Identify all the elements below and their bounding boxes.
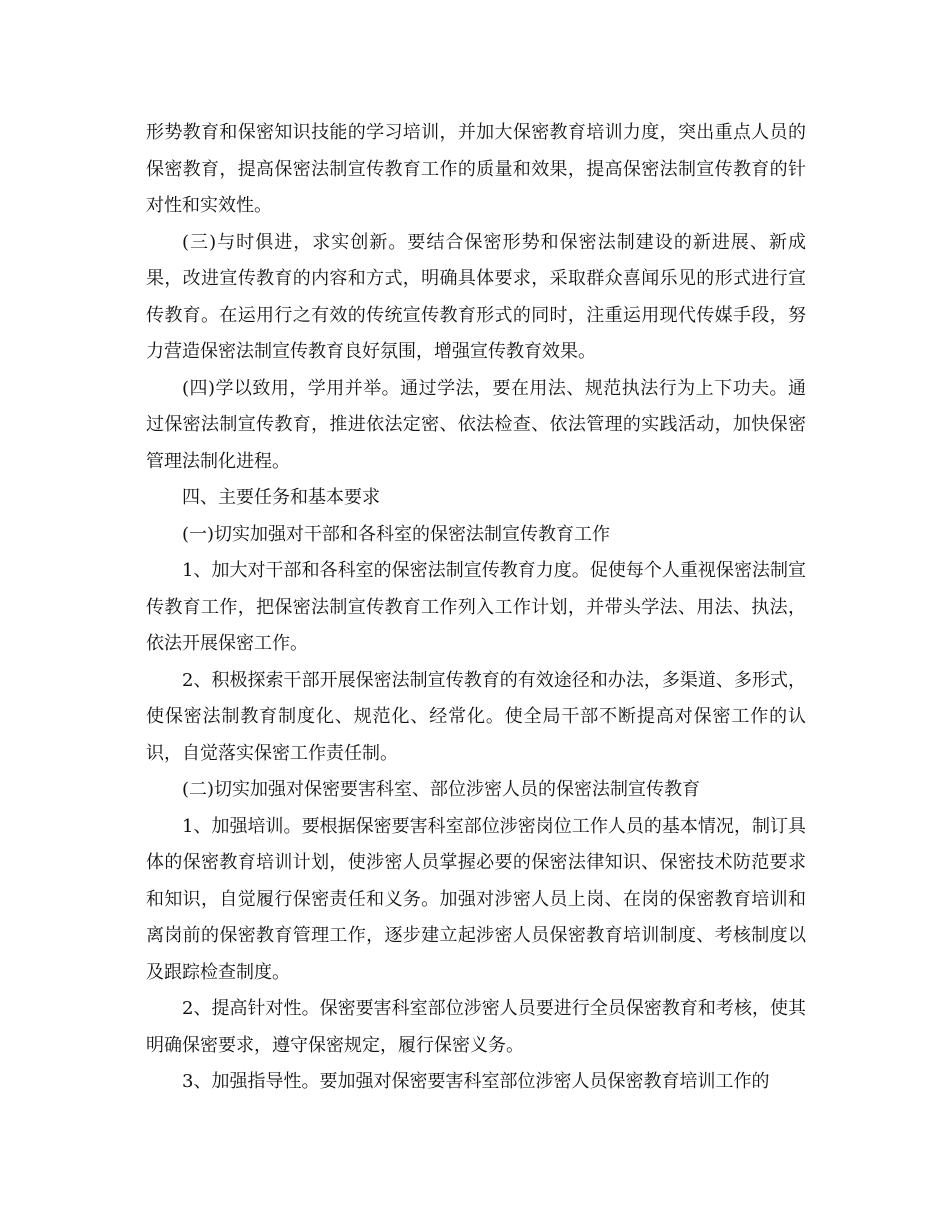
paragraph-1: 形势教育和保密知识技能的学习培训，并加大保密教育培训力度，突出重点人员的保密教育，提高保密法制宣传教育工作的质量和效果，提高保密法制宣传教育的针对性和实效性。 (146, 122, 806, 216)
subsection-heading-1: (一)切实加强对干部和各科室的保密法制宣传教育工作 (182, 523, 611, 545)
paragraph-item-2-3: 3、加强指导性。要加强对保密要害科室部位涉密人员保密教育培训工作的 (182, 1071, 770, 1092)
subsection-heading-2: (二)切实加强对保密要害科室、部位涉密人员的保密法制宣传教育 (182, 779, 701, 800)
paragraph-2: (三)与时俱进，求实创新。要结合保密形势和保密法制建设的新进展、新成果，改进宣传教育的内容和方式，明确具体要求，采取群众喜闻乐见的形式进行宣传教育。在运用行之有效的传统宣传教育形式的同时，注重运用现代传媒手段，努力营造保密法制宣传教育良好氛围，增强宣传教育效果。 (146, 231, 806, 362)
paragraph-item-2-1: 1、加强培训。要根据保密要害科室部位涉密岗位工作人员的基本情况，制订具体的保密教育培训计划，使涉密人员掌握必要的保密法律知识、保密技术防范要求和知识，自觉履行保密责任和义务。加强对涉密人员上岗、在岗的保密教育培训和离岗前的保密教育管理工作，逐步建立起涉密人员保密教育培训制度、考核制度以及跟踪检查制度。 (146, 815, 806, 983)
document-body (146, 115, 806, 1101)
paragraph-item-1-1: 1、加大对干部和各科室的保密法制宣传教育力度。促使每个人重视保密法制宣传教育工作，把保密法制宣传教育工作列入工作计划，并带头学法、用法、执法，依法开展保密工作。 (146, 560, 806, 654)
paragraph-item-2-2: 2、提高针对性。保密要害科室部位涉密人员要进行全员保密教育和考核，使其明确保密要求，遵守保密规定，履行保密义务。 (146, 998, 806, 1056)
paragraph-3: (四)学以致用，学用并举。通过学法，要在用法、规范执法行为上下功夫。通过保密法制宣传教育，推进依法定密、依法检查、依法管理的实践活动，加快保密管理法制化进程。 (146, 377, 806, 472)
paragraph-item-1-2: 2、积极探索干部开展保密法制宣传教育的有效途径和办法，多渠道、多形式，使保密法制教育制度化、规范化、经常化。使全局干部不断提高对保密工作的认识，自觉落实保密工作责任制。 (146, 669, 806, 764)
section-heading: 四、主要任务和基本要求 (182, 487, 380, 508)
